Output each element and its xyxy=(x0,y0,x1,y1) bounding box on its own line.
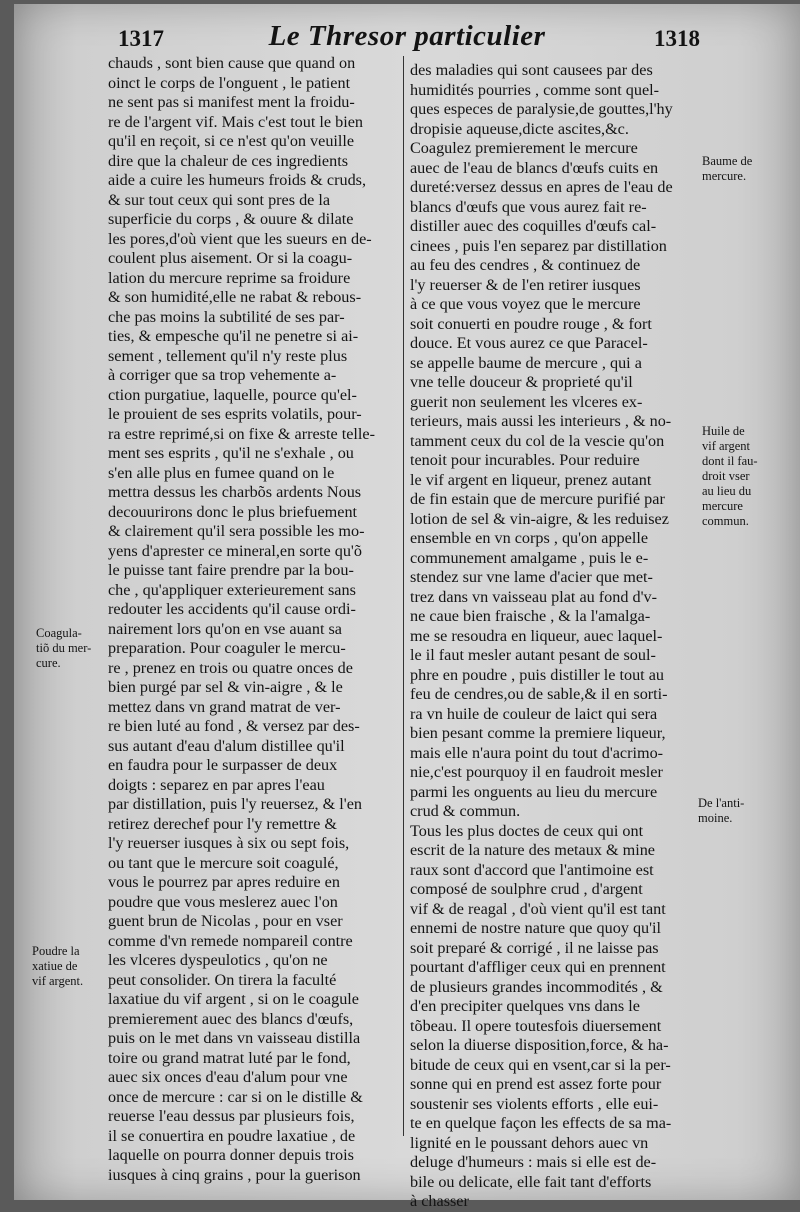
text-line: le vif argent en liqueur, prenez autant xyxy=(410,470,652,489)
margin-note-line: commun. xyxy=(702,514,749,528)
text-line: deluge d'humeurs : mais si elle est de- xyxy=(410,1153,657,1171)
margin-note-line: Coagula- xyxy=(36,626,82,640)
column-rule xyxy=(403,56,404,1136)
text-line: ties, & empesche qu'il ne penetre si ai- xyxy=(108,327,359,345)
text-line: il se conuertira en poudre laxatiue , de xyxy=(108,1126,356,1145)
text-line: auec six onces d'eau d'alum pour vne xyxy=(108,1068,348,1086)
text-line: lotion de sel & vin-aigre, & les reduisez xyxy=(410,509,669,528)
text-line: redouter les accidents qu'il cause ordi- xyxy=(108,600,356,618)
text-line: & son humidité,elle ne rabat & rebous- xyxy=(108,288,362,306)
text-line: distiller auec des coquilles d'œufs cal- xyxy=(410,217,657,235)
text-line: par distillation, puis l'y reuersez, & l'en xyxy=(108,795,362,813)
text-line: trez dans vn vaisseau plat au fond d'v- xyxy=(410,587,658,606)
margin-note-huile xyxy=(702,424,758,529)
text-line: feu de cendres,ou de sable,& il en sorti- xyxy=(410,685,668,703)
text-line: nairement lors qu'on en vse auant sa xyxy=(108,619,342,638)
text-line: ra estre reprimé,si on fixe & arreste telle- xyxy=(108,424,375,443)
text-line: tõbeau. Il opere toutesfois diuersement xyxy=(410,1016,662,1035)
text-line: & sur tout ceux qui sont pres de la xyxy=(108,190,331,209)
text-line: les vlceres dyspeulotics , qu'on ne xyxy=(108,951,328,969)
text-line: Coagulez premierement le mercure xyxy=(410,139,638,157)
margin-note-line: moine. xyxy=(698,811,733,825)
text-line: & clairement qu'il sera possible les mo- xyxy=(108,522,365,540)
running-title: Le Thresor particulier xyxy=(268,20,546,52)
text-line: bien pesant comme la premiere liqueur, xyxy=(410,724,666,742)
text-line: iusques à cinq grains , pour la guerison xyxy=(108,1165,361,1184)
text-line: mettez dans vn grand matrat de ver- xyxy=(108,697,341,716)
text-line: dureté:versez dessus en apres de l'eau de xyxy=(410,178,673,196)
text-line: once de mercure : car si on le distille & xyxy=(108,1087,363,1106)
text-line: blancs d'œufs que vous aurez fait re- xyxy=(410,197,647,216)
margin-note-line: mercure. xyxy=(702,169,747,183)
margin-note-line: vif argent. xyxy=(32,974,84,988)
text-line: escrit de la nature des metaux & mine xyxy=(410,841,655,859)
text-line: comme d'vn remede nompareil contre xyxy=(108,931,353,950)
text-line: yens d'aprester ce mineral,en sorte qu'õ xyxy=(108,541,362,560)
text-line: des maladies qui sont causees par des xyxy=(410,61,653,79)
text-line: auec de l'eau de blancs d'œufs cuits en xyxy=(410,158,659,177)
margin-note-coagulation xyxy=(36,626,91,671)
text-line: doigts : separez en par apres l'eau xyxy=(108,775,325,794)
margin-note-line: tiõ du mer- xyxy=(36,641,92,655)
text-line: sonne qui en prend est assez forte pour xyxy=(410,1075,662,1093)
text-line: ennemi de nostre nature que quoy qu'il xyxy=(410,919,662,937)
text-line: mettra dessus les charbõs ardents Nous xyxy=(108,483,362,501)
text-line: ction purgatiue, laquelle, pource qu'el- xyxy=(108,385,357,404)
text-line: oinct le corps de l'onguent , le patient xyxy=(108,73,351,92)
text-line: humidités pourries , comme sont quel- xyxy=(410,80,660,99)
text-line: aide a cuire les humeurs froids & cruds, xyxy=(108,171,367,189)
text-line: au feu des cendres , & continuez de xyxy=(410,256,641,274)
text-line: l'y reuerser & de l'en retirer iusques xyxy=(410,275,641,294)
text-line: de plusieurs grandes incommodités , & xyxy=(410,977,663,996)
text-line: superficie du corps , & ouure & dilate xyxy=(108,210,354,228)
text-line: coulent plus aisement. Or si la coagu- xyxy=(108,249,353,267)
text-line: le il faut mesler autant pesant de soul- xyxy=(410,646,656,664)
text-line: pourtant d'affliger ceux qui en prennent xyxy=(410,958,666,976)
text-line: d'en precipiter quelques vns dans le xyxy=(410,997,640,1015)
text-line: re bien luté au fond , & versez par des- xyxy=(108,717,360,735)
margin-note-line: droit vser xyxy=(702,469,750,483)
text-line: lation du mercure reprime sa froidure xyxy=(108,268,351,287)
text-line: ou tant que le mercure soit coagulé, xyxy=(108,853,339,872)
text-line: re de l'argent vif. Mais c'est tout le bien xyxy=(108,112,364,131)
text-line: se appelle baume de mercure , qui a xyxy=(410,353,642,372)
text-line: premierement auec des blancs d'œufs, xyxy=(108,1009,354,1028)
margin-note-line: vif argent xyxy=(702,439,751,453)
margin-note-line: De l'anti- xyxy=(698,796,745,810)
text-line: le prouient de ses esprits volatils, pour- xyxy=(108,405,362,423)
text-line: dropisie aqueuse,dicte ascites,&c. xyxy=(410,119,629,138)
margin-note-poudre xyxy=(32,944,83,989)
text-line: terieurs, mais aussi les interieurs , & no- xyxy=(410,412,672,430)
text-line: guent brun de Nicolas , pour en vser xyxy=(108,912,343,930)
text-line: che pas moins la subtilité de ses par- xyxy=(108,307,345,326)
text-line: soit preparé & corrigé , il ne laisse pas xyxy=(410,938,659,957)
text-line: le puisse tant faire prendre par la bou- xyxy=(108,561,354,579)
text-line: sement , tellement qu'il n'y reste plus xyxy=(108,346,348,365)
book-page xyxy=(14,4,800,1210)
text-line: ne sent pas si manifest ment la froidu- xyxy=(108,93,355,111)
text-line: soit conuerti en poudre rouge , & fort xyxy=(410,314,652,333)
text-line: communement amalgame , puis le e- xyxy=(410,548,649,567)
right-text-column xyxy=(410,61,706,1212)
text-line: sus autant d'eau d'alum distillee qu'il xyxy=(108,736,345,755)
text-line: guerit non seulement les vlceres ex- xyxy=(410,392,643,411)
text-line: toire ou grand matrat luté par le fond, xyxy=(108,1048,351,1067)
text-line: à ce que vous voyez que le mercure xyxy=(410,295,641,313)
text-line: decouurirons donc le plus briefuement xyxy=(108,502,358,521)
text-line: phre en poudre , puis distiller le tout au xyxy=(410,665,664,684)
margin-note-line: cure. xyxy=(36,656,61,670)
text-line: preparation. Pour coaguler le mercu- xyxy=(108,639,346,657)
text-line: stendez sur vne lame d'acier que met- xyxy=(410,568,653,586)
text-line: laxatiue du vif argent , si on le coagule xyxy=(108,990,359,1008)
margin-note-line: xatiue de xyxy=(32,959,78,973)
text-line: retirez derechef pour l'y remettre & xyxy=(108,814,337,833)
text-line: che , qu'appliquer exterieurement sans xyxy=(108,580,356,599)
text-line: cinees , puis l'en separez par distillation xyxy=(410,236,667,255)
text-line: vous le pourrez par apres reduire en xyxy=(108,873,340,891)
margin-note-line: au lieu du xyxy=(702,484,752,498)
text-line: les pores,d'où vient que les sueurs en de- xyxy=(108,229,372,248)
text-line: à chasser xyxy=(410,1192,469,1210)
left-page-number: 1317 xyxy=(118,26,164,51)
text-line: selon la diuerse disposition,force, & ha- xyxy=(410,1036,669,1054)
right-page-number: 1318 xyxy=(654,26,700,51)
margin-note-line: Baume de xyxy=(702,154,753,168)
text-line: bile ou delicate, elle fait tant d'efforts xyxy=(410,1172,652,1191)
text-line: me se resoudra en liqueur, auec laquel- xyxy=(410,626,663,645)
text-line: de fin estain que de mercure purifié par xyxy=(410,490,665,508)
text-line: nie,c'est pourquoy il en faudroit mesler xyxy=(410,763,663,781)
margin-note-line: Huile de xyxy=(702,424,745,438)
text-line: l'y reuerser iusques à six ou sept fois, xyxy=(108,834,350,852)
text-line: en faudra pour le surpasser de deux xyxy=(108,756,338,774)
text-line: laquelle on pourra donner depuis trois xyxy=(108,1146,354,1164)
text-line: vne telle douceur & proprieté qu'il xyxy=(410,373,633,391)
text-line: parmi les onguents au lieu du mercure xyxy=(410,782,658,801)
text-line: ne caue bien fraische , & la l'amalga- xyxy=(410,607,651,625)
text-line: mais elle n'aura point du tout d'acrimo- xyxy=(410,743,664,762)
text-line: ensemble en vn corps , qu'on appelle xyxy=(410,529,649,547)
text-line: raux sont d'accord que l'antimoine est xyxy=(410,860,654,879)
margin-note-line: mercure xyxy=(702,499,743,513)
text-line: bien purgé par sel & vin-aigre , & le xyxy=(108,678,343,696)
text-line: Tous les plus doctes de ceux qui ont xyxy=(410,821,644,840)
text-line: poudre que vous meslerez auec l'on xyxy=(108,892,338,911)
text-line: chauds , sont bien cause que quand on xyxy=(108,54,356,72)
text-line: ques especes de paralysie,de gouttes,l'hy xyxy=(410,100,673,118)
text-line: dire que la chaleur de ces ingredients xyxy=(108,151,349,170)
margin-note-baume xyxy=(702,154,752,184)
text-line: soustenir ses violents efforts , elle eui- xyxy=(410,1094,659,1113)
text-line: s'en alle plus en fumee quand on le xyxy=(108,463,335,482)
text-line: crud & commun. xyxy=(410,802,521,820)
left-text-column xyxy=(108,54,400,1185)
text-line: tamment ceux du col de la vescie qu'on xyxy=(410,431,665,450)
text-line: qu'il en reçoit, si ce n'est qu'on veuille xyxy=(108,132,355,150)
text-line: re , prenez en trois ou quatre onces de xyxy=(108,658,353,677)
margin-note-line: dont il fau- xyxy=(702,454,758,468)
text-line: à corriger que sa trop vehemente a- xyxy=(108,366,337,384)
text-line: vif & de reagal , d'où vient qu'il est tant xyxy=(410,899,666,918)
text-line: puis on le met dans vn vaisseau distilla xyxy=(108,1029,361,1047)
text-line: bitude de ceux qui en vsent,car si la per- xyxy=(410,1055,671,1074)
text-line: lignité en le poussant dehors auec vn xyxy=(410,1133,649,1152)
text-line: composé de soulphre crud , d'argent xyxy=(410,880,643,898)
margin-note-line: Poudre la xyxy=(32,944,80,958)
text-line: te en quelque façon les effects de sa ma- xyxy=(410,1114,672,1132)
text-line: peut consolider. On tirera la faculté xyxy=(108,970,337,989)
text-line: reuerse l'eau dessus par plusieurs fois, xyxy=(108,1107,355,1125)
text-line: tenoit pour incurables. Pour reduire xyxy=(410,451,640,469)
text-line: douce. Et vous aurez ce que Paracel- xyxy=(410,334,648,352)
text-line: ment ses esprits , qu'il ne s'exhale , ou xyxy=(108,444,354,462)
text-line: ra vn huile de couleur de laict qui sera xyxy=(410,704,658,723)
